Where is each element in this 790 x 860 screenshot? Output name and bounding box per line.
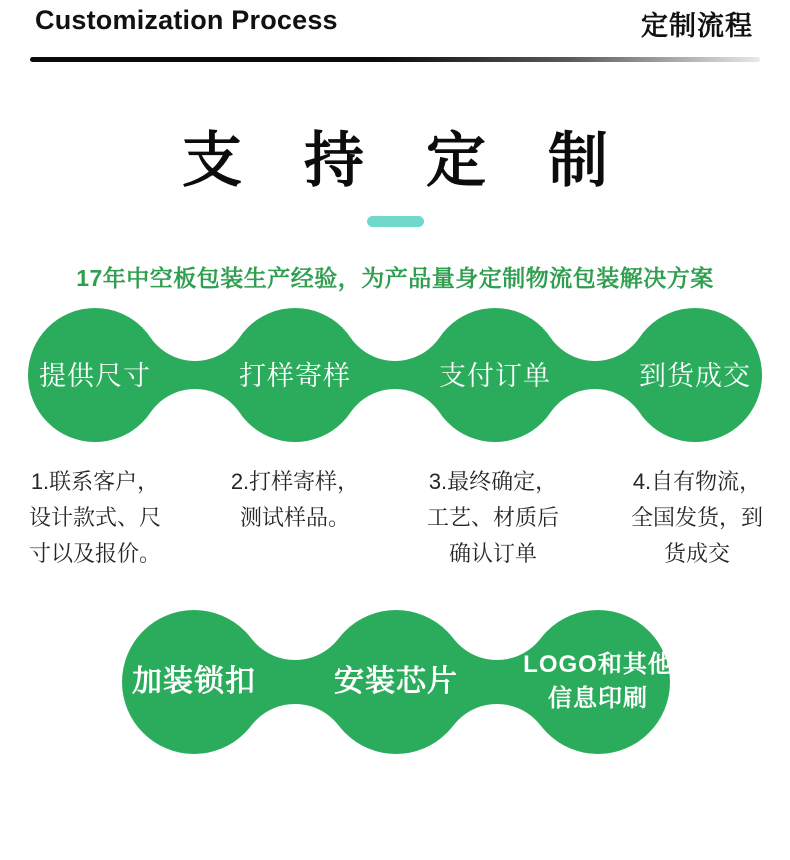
step-label-2: 打样寄样 xyxy=(239,361,351,391)
step-description-1: 1.联系客户， 设计款式、尺 寸以及报价。 xyxy=(28,469,161,566)
step-description-4: 4.自有物流， 全国发货，到 货成交 xyxy=(630,469,763,566)
option-label-3: LOGO和其他 信息印刷 xyxy=(523,651,673,712)
step-description-2: 2.打样寄样， 测试样品。 xyxy=(230,469,360,530)
hero-subtitle: 17年中空板包装生产经验，为产品量身定制物流包装解决方案 xyxy=(76,265,714,291)
section-title-chinese: 定制流程 xyxy=(641,11,753,41)
step-description-3: 3.最终确定， 工艺、材质后 确认订单 xyxy=(426,469,559,566)
section-title-english: Customization Process xyxy=(35,5,338,35)
gradient-divider-line xyxy=(30,57,760,62)
accent-dash xyxy=(367,216,424,227)
step-label-3: 支付订单 xyxy=(439,361,551,391)
option-label-1: 加装锁扣 xyxy=(132,665,256,698)
hero-title: 支持定制 xyxy=(182,127,670,194)
step-label-4: 到货成交 xyxy=(639,361,751,391)
option-label-2: 安装芯片 xyxy=(334,665,458,698)
step-label-1: 提供尺寸 xyxy=(39,361,151,391)
